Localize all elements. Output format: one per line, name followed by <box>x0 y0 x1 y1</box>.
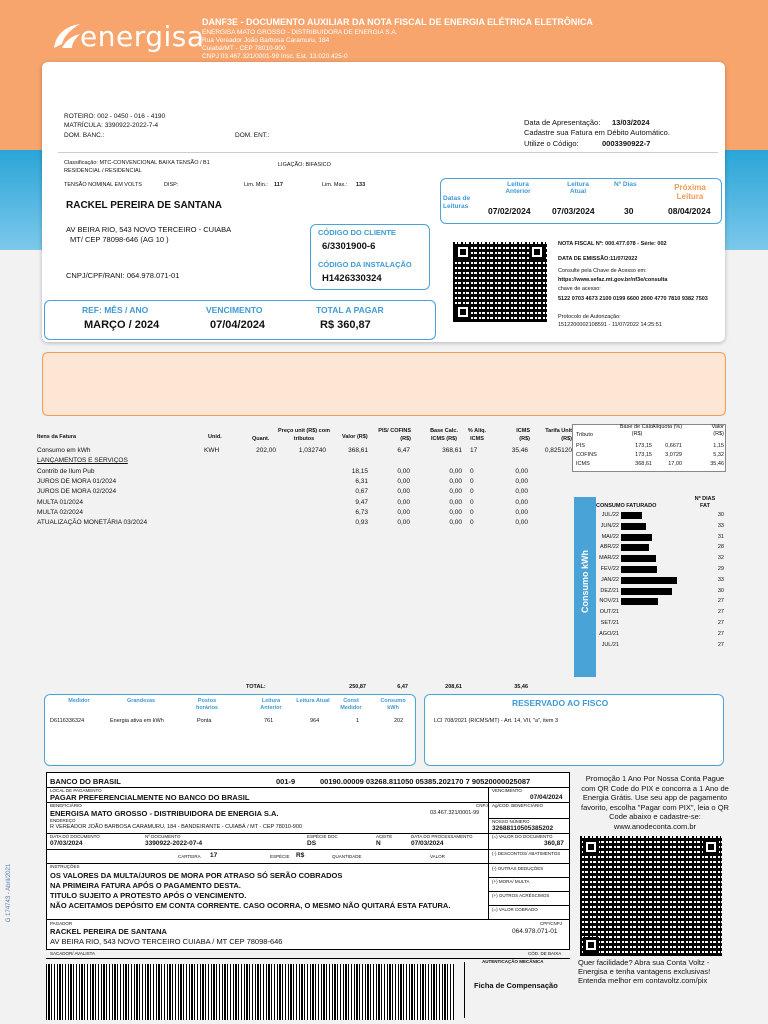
slip-barcode[interactable] <box>46 964 454 1020</box>
slip-venc-label: VENCIMENTO <box>492 788 522 793</box>
divider <box>58 152 718 153</box>
chart-dias-label: 27 <box>717 620 724 626</box>
tributos-cell: 1,15 <box>713 443 724 449</box>
slip-autent-line <box>464 962 465 1018</box>
items-cell: Contrib de Ilum Pub <box>37 467 95 475</box>
items-header-base: Base Calc. ICMS (R$) <box>430 428 458 442</box>
items-cell: 35,46 <box>511 447 528 454</box>
ref-value: MARÇO / 2024 <box>84 319 160 331</box>
items-cell: 9,47 <box>355 498 368 506</box>
slip-cnpj-label: CNPJ <box>476 803 488 808</box>
tributos-header-tributo: Tributo <box>576 432 593 438</box>
chart-dias-label: 31 <box>717 533 724 540</box>
lim-max-label: Lim. Max.: <box>322 182 348 188</box>
slip-divider-6 <box>46 863 570 864</box>
slip-ficha: Ficha de Compensação <box>474 981 558 990</box>
matricula: MATRÍCULA: 3390922-2022-7-4 <box>64 122 159 129</box>
slip-quant-label: QUANTIDADE <box>332 854 362 859</box>
dias-label: Nº Dias <box>614 181 637 188</box>
codigo-instalacao: H1426330324 <box>322 273 382 284</box>
leitura-atual-label: Leitura Atual <box>567 181 589 195</box>
nf-emissao: DATA DE EMISSÃO:11/07/2022 <box>558 256 638 262</box>
chart-category-label: AGO/21 <box>599 630 619 637</box>
meter-const: 1 <box>356 718 360 724</box>
leitura-atual: 07/03/2024 <box>552 206 595 216</box>
chart-dias-label: 27 <box>717 641 724 648</box>
chart-dias-label: 30 <box>717 512 724 518</box>
classificacao-2: RESIDENCIAL / RESIDENCIAL <box>64 168 142 174</box>
items-cell: 0,67 <box>355 488 368 496</box>
meter-header: Leitura Atual <box>296 698 330 704</box>
chart-bar <box>621 566 657 573</box>
items-cell: JUROS DE MORA 02/2024 <box>37 488 117 496</box>
slip-cobrado-label: (=) VALOR COBRADO <box>492 907 538 912</box>
slip-num-doc-label: Nº DOCUMENTO <box>145 834 181 839</box>
slip-divider-10 <box>46 919 570 920</box>
items-header-item: Itens da Fatura <box>37 434 77 440</box>
venc-value: 07/04/2024 <box>210 319 266 331</box>
tributos-cell: 368,61 <box>635 461 652 467</box>
slip-end-label: ENDEREÇO <box>50 818 76 823</box>
nf-url[interactable]: https://www.sefaz.mt.gov.br/nf3e/consulta <box>558 277 668 283</box>
slip-data-doc: 07/03/2024 <box>50 840 83 847</box>
chart-dias-label: 30 <box>717 587 724 594</box>
meter-header: Grandezas <box>126 698 156 704</box>
lim-max: 133 <box>356 182 366 188</box>
tributos-header-aliq: Alíquota (%) <box>651 424 683 430</box>
slip-end: R VEREADOR JOÃO BARBOSA CARAMURU, 184 - BANDEIRANTE - CUIABÁ / MT - CEP 78010-900 <box>50 824 302 830</box>
tributos-cell: 5,32 <box>713 452 724 458</box>
apresentacao-label: Data de Apresentação: <box>524 118 601 127</box>
fisco-text: LCI 708/2021 (RICMS/MT) - Art. 14, VII, "a", item 3 <box>434 718 559 724</box>
slip-local: PAGAR PREFERENCIALMENTE NO BANCO DO BRASIL <box>50 793 250 802</box>
slip-pagador-addr: AV BEIRA RIO, 543 NOVO TERCEIRO CUIABA / MT CEP 78098-646 <box>50 937 283 946</box>
slip-cnpj: 03.467.321/0001-99 <box>430 810 480 816</box>
slip-valor-doc-label: (=) VALOR DO DOCUMENTO <box>492 834 553 839</box>
slip-local-label: LOCAL DE PAGAMENTO <box>50 788 102 793</box>
tributos-header-base: Base de Cálc.(R$) <box>619 424 655 437</box>
promo-text-1: Promoção 1 Ano Por Nossa Conta Pague com QR Code do PIX e concorra a 1 Ano de Energia Grátis. Use seu app de pagamento favorito, escolha "Pagar com PIX", leia o QR Code abaixo e cadastre-se: www.anodeconta.com.br <box>581 774 729 831</box>
slip-pagador-label: PAGADOR <box>50 921 73 926</box>
items-cell: 0,00 <box>515 488 528 496</box>
chart-bar <box>621 512 642 519</box>
disp: DISP: <box>164 182 179 188</box>
venc-label: VENCIMENTO <box>206 305 263 315</box>
chart-category-label: OUT/21 <box>599 609 619 616</box>
codigo-value: 0003390922-7 <box>602 139 651 148</box>
items-cell: 0,00 <box>449 508 462 516</box>
codigo-instalacao-label: CÓDIGO DA INSTALAÇÃO <box>318 260 412 269</box>
slip-valor-label: VALOR <box>430 854 445 859</box>
meter-consumo: 202 <box>394 718 404 724</box>
promo-text-2: Quer facilidade? Abra sua Conta Voltz - Energisa e tenha vantagens exclusivas! Entenda melhor em contavoltz.com/pix <box>578 958 711 985</box>
slip-data-doc-label: DATA DO DOCUMENTO <box>50 834 100 839</box>
slip-divider-5 <box>46 849 570 850</box>
dias: 30 <box>624 206 634 216</box>
codigo-cliente: 6/3301900-6 <box>322 241 376 252</box>
fisco-label: RESERVADO AO FISCO <box>512 698 609 708</box>
customer-name: RACKEL PEREIRA DE SANTANA <box>66 200 222 211</box>
ref-label: REF: MÊS / ANO <box>82 305 149 315</box>
nf-consulta: Consulte pela Chave de Acesso em: <box>558 268 647 274</box>
dom-banc: DOM. BANC.: <box>64 132 105 139</box>
side-code: G 174743 - Abril/2021 <box>6 863 13 923</box>
chart-dias-label: 29 <box>717 566 724 572</box>
tributos-cell: 173,15 <box>635 443 652 449</box>
items-cell: 368,61 <box>348 447 368 454</box>
total-label: TOTAL A PAGAR <box>316 305 384 315</box>
slip-divider-7 <box>488 877 570 878</box>
items-header-preco: Preço unit (R$) com tributos <box>278 428 330 442</box>
slip-bank-code: 001-9 <box>276 777 296 786</box>
proxima-leitura: 08/04/2024 <box>668 206 711 216</box>
meter-header: Postos horários <box>195 698 218 711</box>
slip-valor-doc: 360,87 <box>544 840 564 847</box>
items-cell: 0,00 <box>397 508 410 516</box>
items-cell: 0 <box>470 498 474 506</box>
document-title: DANF3E - DOCUMENTO AUXILIAR DA NOTA FISCAL DE ENERGIA ELÉTRICA ELETRÔNICA <box>202 17 593 27</box>
items-cell: 0,00 <box>449 477 462 485</box>
dom-ent: DOM. ENT.: <box>235 132 270 139</box>
slip-instr-label: INSTRUÇÕES <box>50 864 80 869</box>
slip-instr-1: OS VALORES DA MULTA/JUROS DE MORA POR ATRASO SÓ SERÃO COBRADOS <box>50 871 343 880</box>
items-total-valor: 250,87 <box>349 684 366 690</box>
leitura-anterior-label: Leitura Anterior <box>505 181 531 195</box>
nf-chave-label: chave de acesso: <box>558 286 601 292</box>
energisa-logo-icon <box>50 22 82 52</box>
items-header-unid: Unid. <box>208 434 222 440</box>
company-address: Rua Vereador João Barbosa Caramuru, 184 <box>202 37 330 44</box>
roteiro: ROTEIRO: 002 - 0450 - 016 - 4190 <box>64 113 166 120</box>
company-name: ENERGISA MATO GROSSO - DISTRIBUIDORA DE ENERGIA S.A. <box>202 29 398 36</box>
slip-cod-baixa-label: CÓD. DE BAIXA <box>528 951 562 956</box>
nf-protocolo-label: Protocolo de Autorização: <box>558 314 621 320</box>
chart-dias-label: 28 <box>717 544 724 551</box>
items-cell: 0,825120 <box>544 447 572 454</box>
chart-bar <box>621 598 658 605</box>
slip-mora-label: (+) MORA/ MULTA <box>492 879 530 884</box>
items-cell: 0,00 <box>397 498 410 506</box>
items-header-tarifa: Tarifa Unit (R$) <box>545 428 572 442</box>
items-cell: Consumo em kWh <box>37 447 91 454</box>
slip-especie-doc-label: ESPÉCIE DOC <box>307 834 338 839</box>
nf-protocolo: 1512200002108591 - 11/07/2022 14:25:51 <box>558 322 662 328</box>
items-cell: 0,00 <box>515 498 528 506</box>
tributos-cell: 3,0729 <box>665 452 682 458</box>
items-cell: 0,00 <box>515 519 528 527</box>
slip-benef: ENERGISA MATO GROSSO - DISTRIBUIDORA DE ENERGIA S.A. <box>50 809 279 818</box>
tributos-cell: 0,6671 <box>665 443 682 449</box>
meter-header: Leitura Anterior <box>260 698 282 711</box>
items-cell: 6,47 <box>397 447 410 454</box>
items-total-pis: 6,47 <box>397 684 408 690</box>
tributos-cell: PIS <box>576 443 585 449</box>
items-cell: 0,00 <box>449 488 462 496</box>
chart-dias-label: 27 <box>717 609 724 616</box>
slip-instr-3: TITULO SUJEITO A PROTESTO APÓS O VENCIMENTO. <box>50 891 247 900</box>
items-header-pis: PIS/ COFINS (R$) <box>378 428 411 442</box>
slip-carteira-label: CARTEIRA <box>178 854 201 859</box>
nf-chave: 5122 0703 4673 2100 0199 6600 2000 4770 7810 9382 7503 <box>558 296 708 302</box>
apresentacao-value: 13/03/2024 <box>612 118 650 127</box>
slip-instr-4: NÃO ACEITAMOS DEPÓSITO EM CONTA CORRENTE. CASO OCORRA, O MESMO NÃO QUITARÁ ESTA FATURA. <box>50 901 451 910</box>
message-box <box>42 352 726 416</box>
debito-text: Cadastre sua Fatura em Débito Automático. <box>524 128 670 137</box>
tributos-header-valor: Valor (R$) <box>711 424 724 437</box>
chart-category-label: ABR/22 <box>600 544 619 551</box>
meter-header: Const Medidor <box>340 698 362 711</box>
codigo-cliente-label: CÓDIGO DO CLIENTE <box>318 228 396 237</box>
chart-bar <box>621 544 649 551</box>
items-cell: 0,00 <box>449 519 462 527</box>
slip-instr-2: NA PRIMEIRA FATURA APÓS O PAGAMENTO DESTA. <box>50 881 241 890</box>
items-total-label: TOTAL: <box>246 684 266 690</box>
chart-category-label: JAN/22 <box>600 576 619 583</box>
items-cell: 202,00 <box>256 447 276 454</box>
company-cnpj: CNPJ 03.467.321/0001-99 Insc. Est. 13.020.425-0 <box>202 53 348 60</box>
items-cell: 0,00 <box>449 467 462 475</box>
items-cell: 0,00 <box>515 477 528 485</box>
energisa-logo <box>50 20 205 54</box>
items-header-quant: Quant. <box>252 436 270 442</box>
codigo-label: Utilize o Código: <box>524 139 579 148</box>
items-cell: MULTA 02/2024 <box>37 508 84 516</box>
slip-bank: BANCO DO BRASIL <box>50 777 121 786</box>
items-cell: 0 <box>470 488 474 496</box>
slip-especie-doc: DS <box>307 840 317 847</box>
tributos-cell: 35,46 <box>710 461 724 467</box>
company-city: Cuiabá/MT - CEP 78010-900 <box>202 45 286 52</box>
slip-ag-label: Ag/COD. BENEFICIÁRIO <box>492 803 544 808</box>
chart-bar <box>621 523 646 530</box>
chart-dias-label: 33 <box>717 576 724 583</box>
chart-category-label: SET/21 <box>600 620 619 626</box>
slip-cpf: 064.978.071-01 <box>512 928 558 935</box>
items-cell: 0,00 <box>397 519 410 527</box>
items-cell: 0,00 <box>397 488 410 496</box>
meter-posto: Ponta <box>197 718 212 724</box>
chart-category-label: MAR/22 <box>599 555 619 562</box>
reading-dates-label: Datas de Leituras <box>443 195 471 210</box>
items-cell: 0,00 <box>515 508 528 516</box>
chart-category-label: DEZ/21 <box>600 587 619 594</box>
items-cell: LANÇAMENTOS E SERVIÇOS <box>37 457 128 465</box>
chart-dias-label: 32 <box>717 555 724 562</box>
chart-bar <box>621 588 672 595</box>
consumo-dias-header: Nº DIAS FAT <box>694 496 716 509</box>
slip-column-divider <box>488 787 489 919</box>
chart-category-label: FEV/22 <box>600 566 619 572</box>
proxima-label: Próxima Leitura <box>674 183 706 201</box>
tensao: TENSÃO NOMINAL EM VOLTS <box>64 182 142 188</box>
items-cell: JUROS DE MORA 01/2024 <box>37 477 117 485</box>
tributos-cell: 173,15 <box>635 452 652 458</box>
slip-aceite: N <box>376 840 381 847</box>
slip-cpf-label: CPF/CNPJ <box>540 921 563 926</box>
slip-pagador: RACKEL PEREIRA DE SANTANA <box>50 927 167 936</box>
consumo-header: CONSUMO FATURADO <box>596 503 657 509</box>
slip-especie: R$ <box>296 852 305 859</box>
chart-dias-label: 33 <box>717 522 724 529</box>
items-cell: 0,00 <box>515 467 528 475</box>
items-header-aliq: % Alíq. ICMS <box>467 428 487 442</box>
customer-cnpj: CNPJ/CPF/RANI: 064.978.071-01 <box>66 271 180 280</box>
chart-bar <box>621 577 677 584</box>
pix-qr-code[interactable] <box>580 836 722 956</box>
chart-dias-label: 27 <box>717 598 724 605</box>
slip-divider-9 <box>488 905 570 906</box>
tributos-cell: ICMS <box>576 461 590 467</box>
customer-address-2: MT/ CEP 78098-646 (AG 10 ) <box>70 235 169 244</box>
slip-instructions <box>50 871 450 911</box>
slip-num-doc: 3390922-2022-07-4 <box>145 840 203 847</box>
meter-header: Consumo kWh <box>380 698 406 711</box>
items-cell: 0,00 <box>449 498 462 506</box>
slip-linha-digitavel[interactable]: 00190.00009 03268.811050 05385.202170 7 90520000025087 <box>320 777 531 786</box>
slip-data-proc: 07/03/2024 <box>411 840 444 847</box>
chart-category-label: JUL/22 <box>601 512 619 518</box>
slip-sacador-label: SACADOR/ AVALISTA <box>50 951 96 956</box>
tributos-cell: COFINS <box>576 452 597 458</box>
slip-benef-label: BENEFICIÁRIO <box>50 803 82 808</box>
leitura-anterior: 07/02/2024 <box>488 206 531 216</box>
nf-numero: NOTA FISCAL Nº: 000.477.078 - Série: 002 <box>558 241 667 247</box>
customer-address-1: AV BEIRA RIO, 543 NOVO TERCEIRO - CUIABA <box>66 225 232 234</box>
slip-outros-acr-label: (+) OUTROS ACRÉSCIMOS <box>492 893 550 898</box>
slip-desc-label: (-) DESCONTOS/ ABATIMENTOS <box>492 851 561 856</box>
items-cell: MULTA 01/2024 <box>37 498 84 506</box>
items-cell: 0 <box>470 508 474 516</box>
nf-qr-code[interactable] <box>453 242 547 322</box>
chart-category-label: NOV/21 <box>599 598 619 605</box>
consumo-axis-label: Consumo kWh <box>580 550 590 613</box>
chart-bar <box>621 555 656 562</box>
items-cell: KWH <box>204 447 220 454</box>
meter-leitura-anterior: 761 <box>264 718 274 724</box>
items-cell: 6,73 <box>355 508 368 516</box>
company-info <box>202 29 398 61</box>
items-cell: 368,61 <box>442 447 462 454</box>
slip-carteira: 17 <box>210 852 218 859</box>
classificacao: Classificação: MTC-CONVENCIONAL BAIXA TENSÃO / B1 <box>64 160 210 166</box>
chart-category-label: MAI/22 <box>601 533 619 540</box>
slip-especie-label: ESPÉCIE <box>270 854 290 859</box>
items-header-valor: Valor (R$) <box>342 434 368 440</box>
slip-aceite-label: ACEITE <box>376 834 393 839</box>
items-cell: 1,032740 <box>298 447 326 454</box>
items-cell: 0,00 <box>397 467 410 475</box>
items-cell: 0,93 <box>355 519 368 527</box>
meter-leitura-atual: 964 <box>310 718 320 724</box>
logo-text: energisa <box>80 20 205 53</box>
tributos-cell: 17,00 <box>668 461 682 467</box>
slip-nosso-label: NOSSO NÚMERO <box>492 819 530 824</box>
meter-grandeza: Energia ativa em kWh <box>110 718 164 724</box>
slip-nosso: 32688110505385202 <box>492 825 554 832</box>
chart-bar <box>621 534 652 541</box>
items-cell: 18,15 <box>351 467 368 475</box>
items-cell: 0 <box>470 477 474 485</box>
chart-category-label: JUN/22 <box>600 522 619 529</box>
items-total-icms: 35,46 <box>514 684 528 690</box>
items-cell: 6,31 <box>355 477 368 485</box>
items-cell: ATUALIZAÇÃO MONETÁRIA 03/2024 <box>37 519 148 527</box>
slip-autent-label: AUTENTICAÇÃO MECÂNICA <box>482 959 544 964</box>
items-cell: 0 <box>470 467 474 475</box>
items-cell: 0,00 <box>397 477 410 485</box>
chart-dias-label: 27 <box>717 630 724 637</box>
chart-category-label: JUL/21 <box>601 641 619 648</box>
items-cell: 0 <box>470 519 474 527</box>
lim-min: 117 <box>274 182 283 188</box>
slip-venc: 07/04/2024 <box>530 794 563 801</box>
items-cell: 17 <box>470 447 478 454</box>
ligacao: LIGAÇÃO: BIFASICO <box>278 162 331 168</box>
slip-divider-8 <box>488 891 570 892</box>
items-header-icms: ICMS (R$) <box>516 428 530 442</box>
meter-header: Medidor <box>68 698 90 704</box>
lim-min-label: Lim. Min.: <box>244 182 268 188</box>
slip-data-proc-label: DATA DO PROCESSAMENTO <box>411 834 473 839</box>
meter-id: D6116336324 <box>50 718 85 724</box>
items-total-base: 208,61 <box>445 684 462 690</box>
slip-outras-ded-label: (-) OUTRAS DEDUÇÕES <box>492 866 544 871</box>
total-value: R$ 360,87 <box>320 319 371 331</box>
